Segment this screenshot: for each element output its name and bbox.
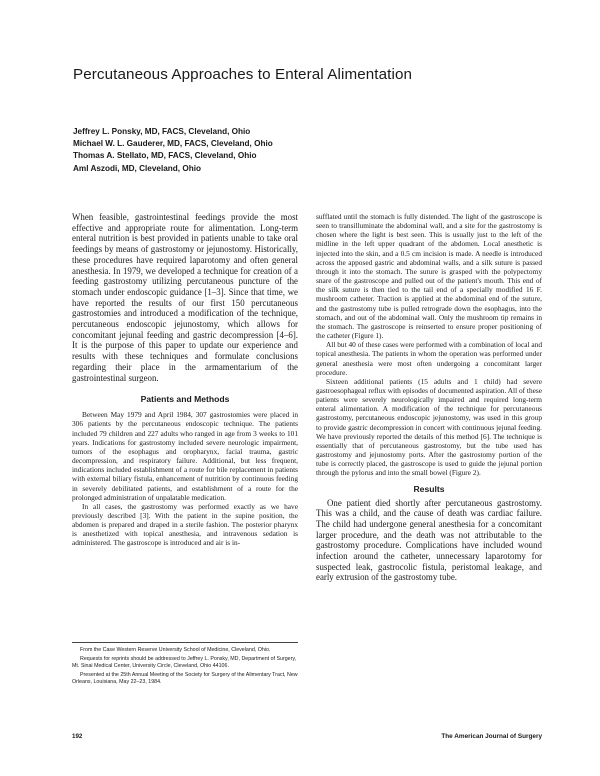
- methods-paragraph: In all cases, the gastrostomy was performed exactly as we have previously described [3]. With the patient in the supine position, the abdomen is prepared and draped in a sterile fashion. The posterior pharynx is anesthetized with topical anesthesia, and intravenous sedation is administered. The gastroscope is introduced and air is in-: [72, 501, 298, 548]
- footnotes: [72, 642, 298, 688]
- author-list: [73, 126, 433, 175]
- section-heading-results: Results: [413, 483, 445, 494]
- intro-paragraph: When feasible, gastrointestinal feedings provide the most effective and appropriate route for alimentation. Long-term enteral nutrition is best provided in patients unable to take oral feedings by means of gastrostomy or jejunostomy. Historically, these procedures have required laparotomy and often general anesthesia. In 1979, we developed a technique for creation of a feeding gastrostomy utilizing percutaneous puncture of the stomach under endoscopic guidance [1–3]. Since that time, we have reported the results of our first 150 percutaneous gastrostomies and introduced a modification of the technique, percutaneous endoscopic jejunostomy, which allows for concomitant jejunal feeding and gastric decompression [4–6]. It is the purpose of this paper to update our experience and results with these techniques and formulate conclusions regarding their place in the armamentarium of the gastrointestinal surgeon.: [72, 212, 298, 383]
- footnote-presented: Presented at the 25th Annual Meeting of the Society for Surgery of the Alimentary Tract, New Orleans, Louisiana, May 22–23, 1984.: [72, 672, 298, 685]
- author-line: Aml Aszodi, MD, Cleveland, Ohio: [73, 163, 201, 173]
- author-line: Michael W. L. Gauderer, MD, FACS, Cleveland, Ohio: [73, 139, 273, 149]
- journal-name: The American Journal of Surgery: [441, 733, 542, 740]
- page-number: 192: [72, 733, 83, 740]
- methods-paragraph: Between May 1979 and April 1984, 307 gastrostomies were placed in 306 patients by the percutaneous endoscopic technique. The patients included 79 children and 227 adults who ranged in age from 3 weeks to 101 years. Indications for gastrostomy included severe neurologic impairment, tumors of the esophagus and oropharynx, facial trauma, gastric decompression, and respiratory failure. Additional, but less frequent, indications included establishment of a route for bile replacement in patients with external biliary fistula, enhancement of nutrition by continuous feeding in severely debilitated patients, and establishment of a route for the prolonged administration of unpalatable medication.: [72, 410, 298, 502]
- right-column: [316, 212, 542, 583]
- left-column: [72, 212, 298, 548]
- methods-continued-paragraph: sufflated until the stomach is fully distended. The light of the gastroscope is seen to transilluminate the abdominal wall, and a site for the gastrostomy is chosen where the light is best seen. This is usually just to the left of the midline in the left upper quadrant of the abdomen. Local anesthetic is injected into the skin, and a 0.5 cm incision is made. A needle is introduced across the apposed gastric and abdominal walls, and a silk suture is passed through it into the stomach. The suture is grasped with the polypectomy snare of the gastroscope and pulled out of the patient's mouth. This end of the silk suture is then tied to the tail end of a specially modified 16 F. mushroom catheter. Traction is applied at the abdominal end of the suture, and the gastrostomy tube is pulled retrograde down the esophagus, into the stomach, and out of the abdominal wall. Only the mushroom tip remains in the stomach. The gastroscope is reinserted to ensure proper positioning of the catheter (Figure 1).: [316, 212, 542, 341]
- author-line: Thomas A. Stellato, MD, FACS, Cleveland, Ohio: [73, 151, 257, 161]
- section-heading-patients-methods: Patients and Methods: [140, 394, 230, 405]
- footnote-reprints: Requests for reprints should be addressed to Jeffrey L. Ponsky, MD, Department of Surgery, Mt. Sinai Medical Center, University Circle, Cleveland, Ohio 44106.: [72, 656, 297, 669]
- methods-paragraph: All but 40 of these cases were performed with a combination of local and topical anesthesia. The patients in whom the operation was performed under general anesthesia were most often undergoing a concomitant larger procedure.: [316, 340, 542, 377]
- footnote-affiliation: From the Case Western Reserve University School of Medicine, Cleveland, Ohio.: [80, 647, 271, 653]
- author-line: Jeffrey L. Ponsky, MD, FACS, Cleveland, Ohio: [73, 127, 251, 136]
- results-paragraph: One patient died shortly after percutaneous gastrostomy. This was a child, and the cause of death was cardiac failure. The child had undergone general anesthesia for a concomitant larger procedure, and the death was not attributable to the gastrostomy procedure. Complications have included wound infection around the catheter, unnecessary laparotomy for suspected leak, gastrocolic fistula, peristomal leakage, and early extrusion of the gastrostomy tube.: [316, 497, 542, 583]
- article-title: Percutaneous Approaches to Enteral Alimentation: [73, 66, 413, 83]
- methods-paragraph: Sixteen additional patients (15 adults and 1 child) had severe gastroesophageal reflux with episodes of documented aspiration. All of these patients were severely neurologically impaired and required long-term enteral alimentation. A modification of the technique for percutaneous gastrostomy, percutaneous endoscopic jejunostomy, was used in this group to provide gastric decompression in concert with continuous jejunal feeding. We have previously reported the details of this method [6]. The technique is essentially that of percutaneous gastrostomy, but the tube used has gastrostomy and jejunostomy ports. After the gastrostomy portion of the tube is correctly placed, the gastroscope is used to guide the jejunal portion through the pylorus and into the small bowel (Figure 2).: [316, 376, 542, 478]
